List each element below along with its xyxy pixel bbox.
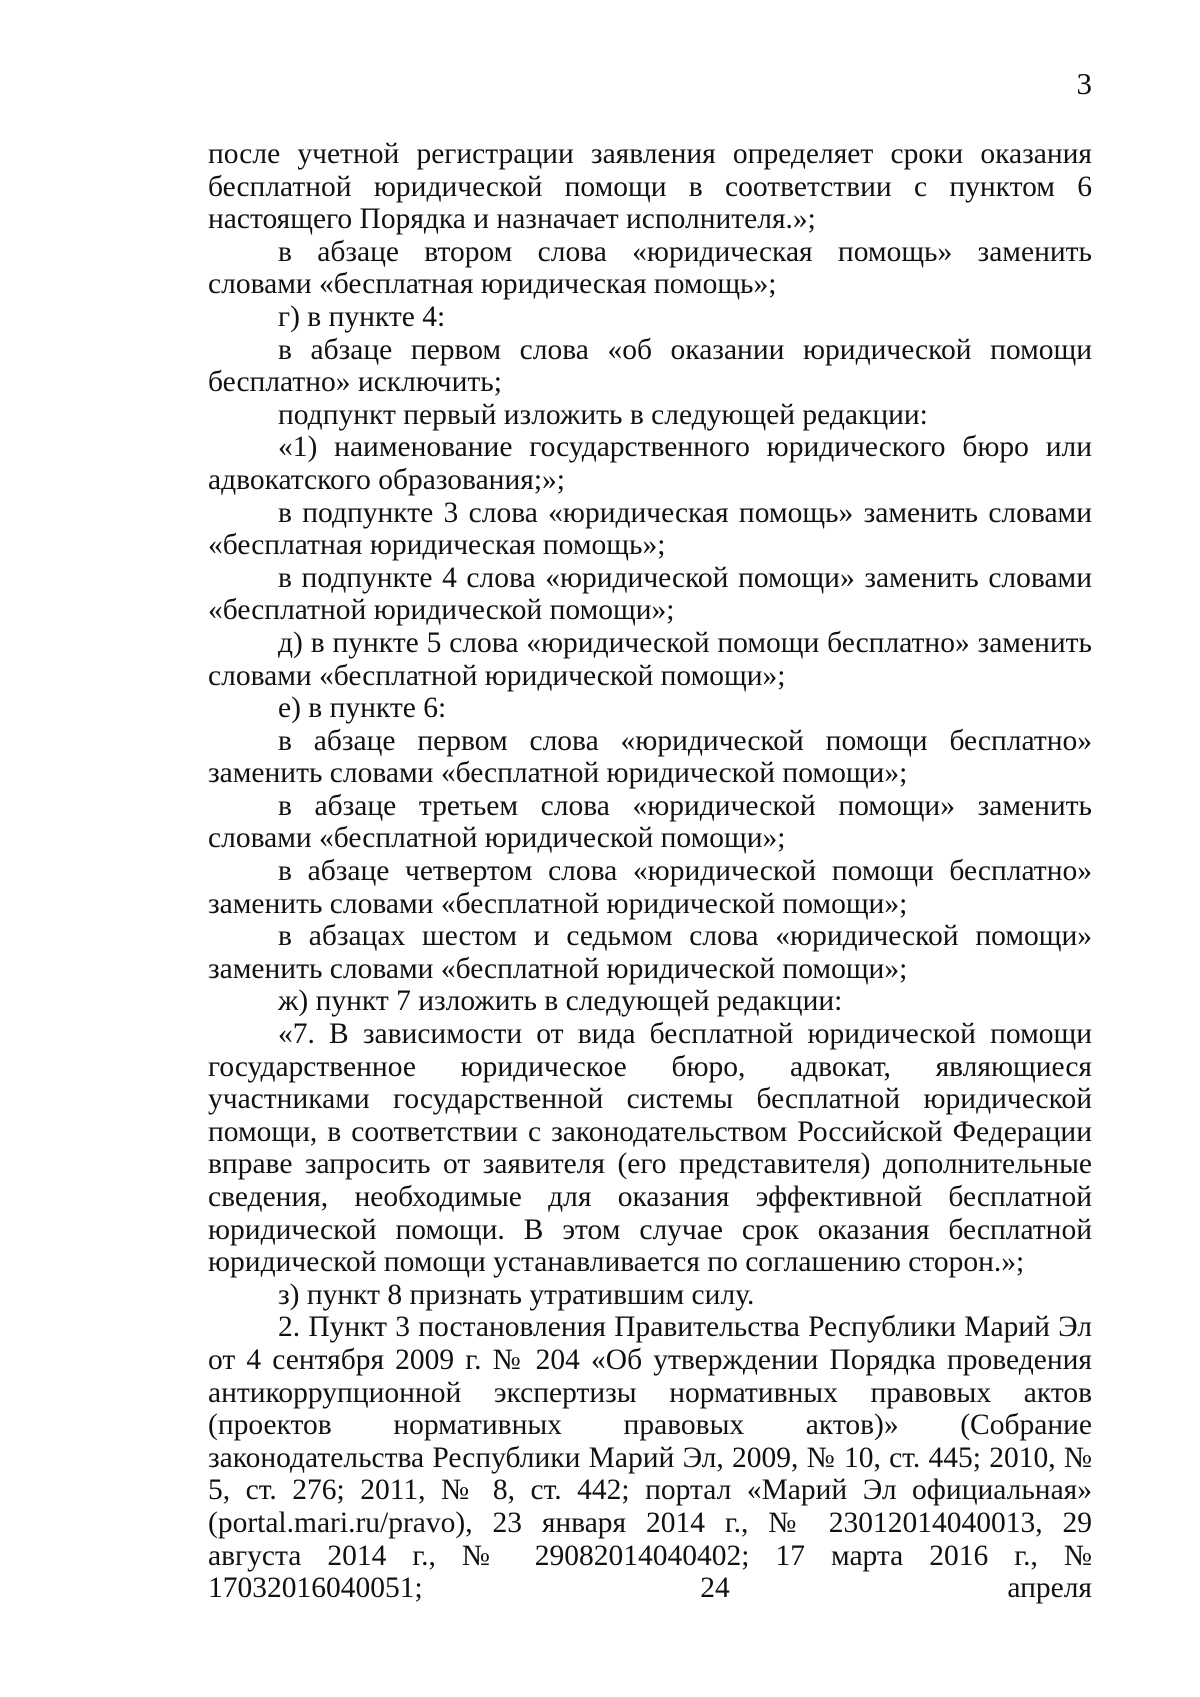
document-body xyxy=(208,138,1092,1605)
paragraph: в абзацах шестом и седьмом слова «юридической помощи» заменить словами «бесплатной юридической помощи»; xyxy=(208,920,1092,985)
paragraph: г) в пункте 4: xyxy=(278,300,446,333)
paragraph: в подпункте 4 слова «юридической помощи» заменить словами «бесплатной юридической помощи»; xyxy=(208,561,1092,627)
paragraph: е) в пункте 6: xyxy=(278,692,447,725)
paragraph: в абзаце первом слова «об оказании юридической помощи бесплатно» исключить; xyxy=(208,333,1092,399)
paragraph: з) пункт 8 признать утратившим силу. xyxy=(278,1278,755,1311)
paragraph: 2. Пункт 3 постановления Правительства Республики Марий Эл от 4 сентября 2009 г. № 204 «Об утверждении Порядка проведения антикоррупционной экспертизы нормативных правовых актов (проектов нормативных правовых актов)» (Собрание законодательства Республики Марий Эл, 2009, № 10, ст. 445; 2010, № 5, ст. 276; 2011, № 8, ст. 442; портал «Марий Эл официальная» (portal.mari.ru/pravo), 23 января 2014 г., № 23012014040013, 29 августа 2014 г., № 29082014040402; 17 марта 2016 г., № 17032016040051; 24 апреля xyxy=(208,1311,1092,1605)
paragraph: в абзаце третьем слова «юридической помощи» заменить словами «бесплатной юридической помощи»; xyxy=(208,789,1092,855)
paragraph: ж) пункт 7 изложить в следующей редакции: xyxy=(278,985,843,1018)
paragraph: «7. В зависимости от вида бесплатной юридической помощи государственное юридическое бюро, адвокат, являющиеся участниками государственной системы бесплатной юридической помощи, в соответствии с законодательством Российской Федерации вправе запросить от заявителя (его представителя) дополнительные сведения, необходимые для оказания эффективной бесплатной юридической помощи. В этом случае срок оказания бесплатной юридической помощи устанавливается по соглашению сторон.»; xyxy=(208,1018,1092,1279)
paragraph: после учетной регистрации заявления определяет сроки оказания бесплатной юридической помощи в соответствии с пунктом 6 настоящего Порядка и назначает исполнителя.»; xyxy=(208,138,1092,236)
paragraph: д) в пункте 5 слова «юридической помощи бесплатно» заменить словами «бесплатной юридической помощи»; xyxy=(208,626,1092,692)
paragraph: подпункт первый изложить в следующей редакции: xyxy=(278,398,928,431)
paragraph: в подпункте 3 слова «юридическая помощь» заменить словами «бесплатная юридическая помощь»; xyxy=(208,496,1092,562)
page-number: 3 xyxy=(1076,66,1092,101)
paragraph: в абзаце втором слова «юридическая помощь» заменить словами «бесплатная юридическая помощь»; xyxy=(208,235,1092,301)
paragraph: в абзаце первом слова «юридической помощи бесплатно» заменить словами «бесплатной юридической помощи»; xyxy=(208,724,1092,790)
paragraph: в абзаце четвертом слова «юридической помощи бесплатно» заменить словами «бесплатной юридической помощи»; xyxy=(208,855,1092,920)
paragraph: «1) наименование государственного юридического бюро или адвокатского образования;»; xyxy=(208,431,1092,496)
